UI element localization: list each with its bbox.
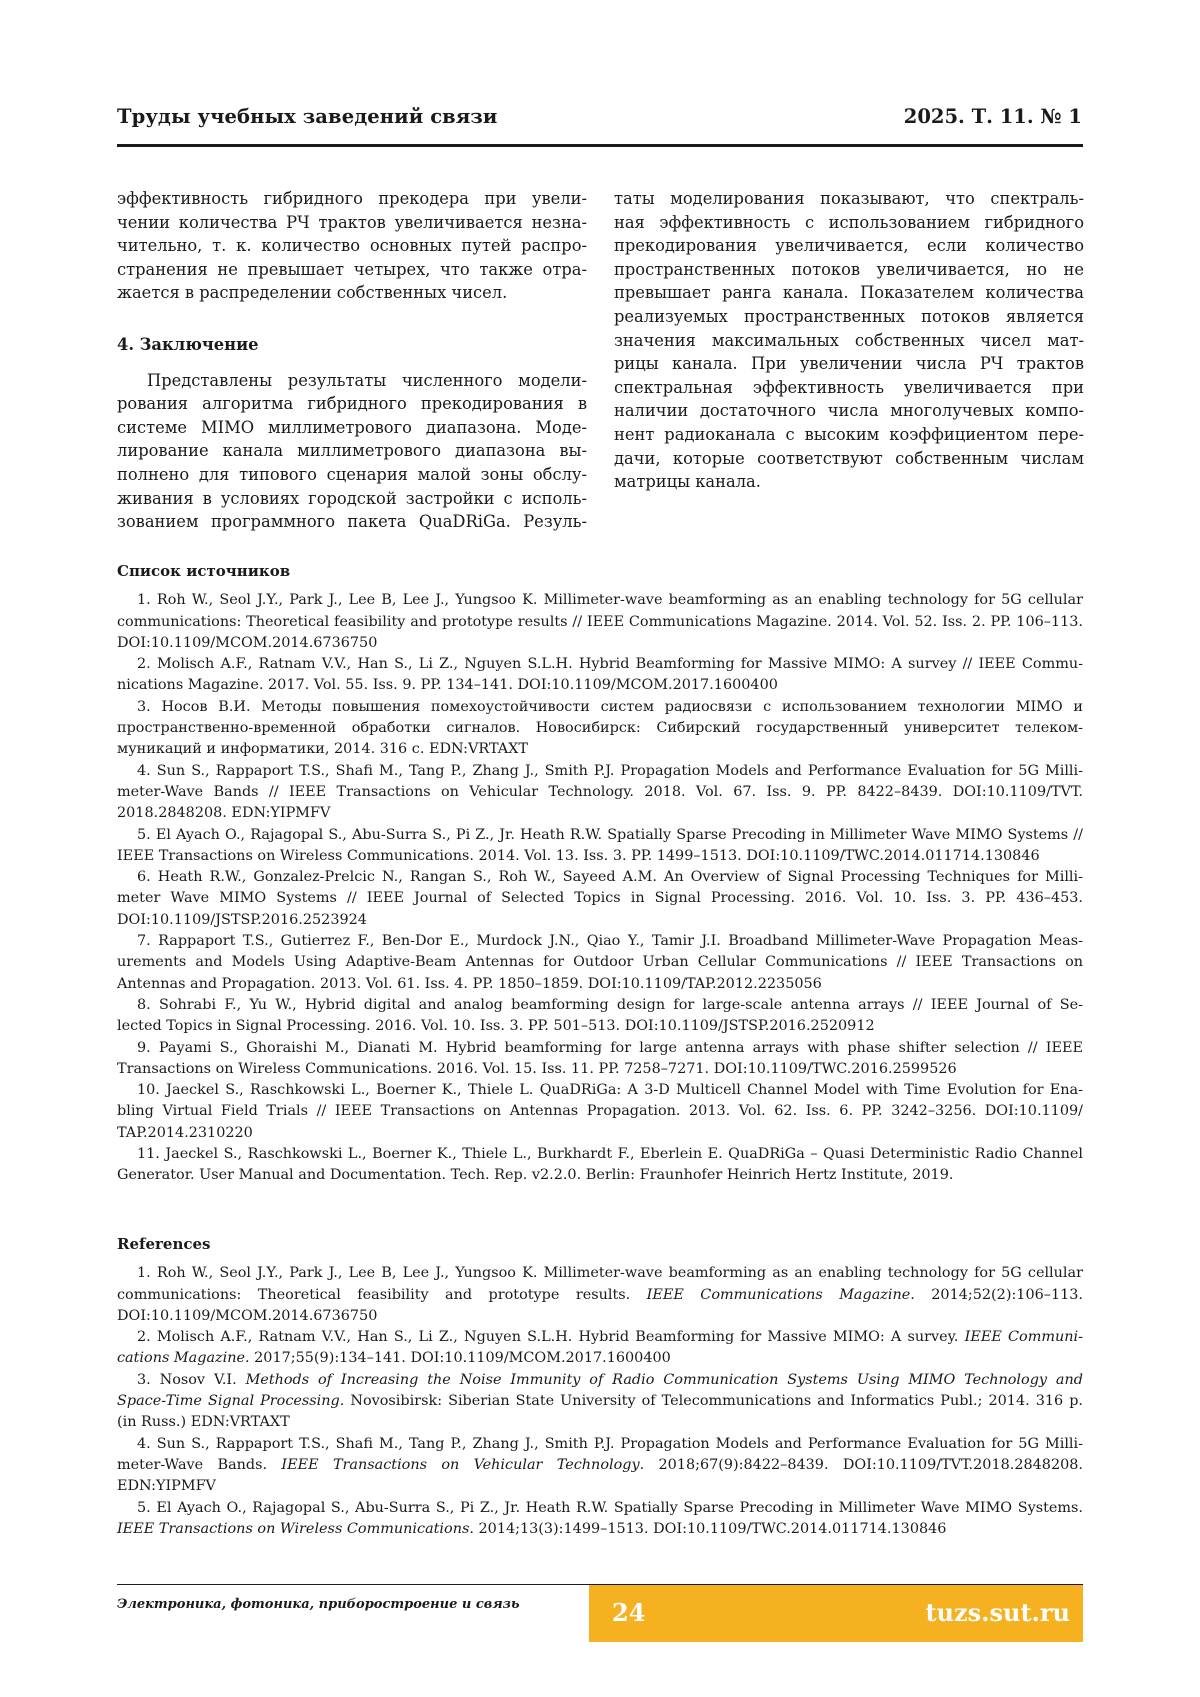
text-line: реализуемых пространственных потоков является <box>614 306 1084 326</box>
source-line: urements and Models Using Adaptive-Beam Antennas for Outdoor Urban Cellular Communications // IEEE Transactions on <box>117 954 1083 971</box>
text-line: превышает ранга канала. Показателем количества <box>614 283 1084 303</box>
reference-line <box>117 1519 1083 1540</box>
reference-entry <box>117 1498 1083 1541</box>
reference-italic-segment: IEEE Communi- <box>964 1329 1083 1346</box>
source-entry <box>117 867 1083 931</box>
reference-entry <box>117 1327 1083 1370</box>
references-heading: References <box>117 1235 211 1253</box>
reference-segment: . 2014;52(2):106–113. <box>910 1286 1083 1303</box>
reference-italic-segment: IEEE Transactions on Wireless Communications <box>117 1520 470 1537</box>
source-line: пространственно-временной обработки сигналов. Новосибирск: Сибирский государственный университет телеком- <box>117 720 1083 737</box>
text-line: эффективность гибридного прекодера при увели- <box>117 189 587 208</box>
source-line: 6. Heath R.W., Gonzalez-Prelcic N., Rangan S., Roh W., Sayeed A.M. An Overview of Signal Processing Techniques for Milli- <box>137 869 1083 886</box>
source-line: nications Magazine. 2017. Vol. 55. Iss. 9. PP. 134–141. DOI:10.1109/MCOM.2017.1600400 <box>117 677 778 694</box>
source-line: TAP.2014.2310220 <box>117 1124 253 1141</box>
source-entry <box>117 931 1083 995</box>
text-line: ная эффективность с использованием гибридного <box>614 212 1084 232</box>
reference-segment: DOI:10.1109/MCOM.2014.6736750 <box>117 1307 378 1324</box>
text-line: рования алгоритма гибридного прекодирования в <box>117 394 587 414</box>
reference-italic-segment: cations Magazine <box>117 1350 245 1367</box>
conclusion-paragraph <box>117 369 587 534</box>
source-entry <box>117 1038 1083 1081</box>
source-line: meter-Wave Bands // IEEE Transactions on Vehicular Technology. 2018. Vol. 67. Iss. 9. PP. 8422–8439. DOI:10.1109/TVT. <box>117 783 1083 800</box>
source-entry <box>117 1080 1083 1144</box>
reference-entry <box>117 1434 1083 1498</box>
source-entry <box>117 825 1083 868</box>
source-line: meter Wave MIMO Systems // IEEE Journal of Selected Topics in Signal Processing. 2016. Vol. 10. Iss. 3. PP. 436–453. <box>117 890 1083 907</box>
reference-line <box>117 1391 1083 1412</box>
reference-line <box>117 1412 1083 1433</box>
page-number: 24 <box>612 1598 646 1627</box>
reference-segment: Novosibirsk: Siberian State University of Telecommunications and Informatics Publ.; 2014. 316 p. <box>344 1393 1083 1410</box>
source-entry <box>117 995 1083 1038</box>
source-line: 9. Payami S., Ghoraishi M., Dianati M. Hybrid beamforming for large antenna arrays with phase shifter selection // IEEE <box>137 1039 1083 1056</box>
reference-entry <box>117 1370 1083 1434</box>
issue-info: 2025. Т. 11. № 1 <box>903 105 1082 128</box>
source-line: Transactions on Wireless Communications. 2016. Vol. 15. Iss. 11. PP. 7258–7271. DOI:10.1109/TWC.2016.2599526 <box>117 1060 957 1077</box>
source-line: Antennas and Propagation. 2013. Vol. 61. Iss. 4. PP. 1850–1859. DOI:10.1109/TAP.2012.2235056 <box>117 975 822 992</box>
source-line: 11. Jaeckel S., Raschkowski L., Boerner K., Thiele L., Burkhardt F., Eberlein E. QuaDRiGa – Quasi Deterministic Radio Channel <box>137 1146 1083 1163</box>
source-line: 5. El Ayach O., Rajagopal S., Abu-Surra S., Pi Z., Jr. Heath R.W. Spatially Sparse Precoding in Millimeter Wave MIMO Systems // <box>137 826 1083 843</box>
reference-segment: (in Russ.) EDN:VRTAXT <box>117 1414 290 1431</box>
reference-segment: 5. El Ayach O., Rajagopal S., Abu-Surra S., Pi Z., Jr. Heath R.W. Spatially Sparse Precoding in Millimeter Wave MIMO Systems. <box>137 1499 1083 1516</box>
text-line: странения не превышает четырех, что также отра- <box>117 259 587 279</box>
reference-line <box>117 1498 1083 1519</box>
references-section <box>117 1234 1083 1540</box>
source-entry <box>117 654 1083 697</box>
source-line: DOI:10.1109/MCOM.2014.6736750 <box>117 634 378 651</box>
text-line: таты моделирования показывают, что спектраль- <box>614 189 1084 208</box>
text-line: нент радиоканала с высоким коэффициентом пере- <box>614 424 1084 444</box>
source-line: DOI:10.1109/JSTSP.2016.2523924 <box>117 911 367 928</box>
source-line: 2. Molisch A.F., Ratnam V.V., Han S., Li Z., Nguyen S.L.H. Hybrid Beamforming for Massive MIMO: A survey // IEEE Commu- <box>137 656 1083 673</box>
reference-segment: meter-Wave Bands. <box>117 1456 282 1473</box>
reference-italic-segment: Space-Time Signal Processing. <box>117 1393 345 1410</box>
footer-website: tuzs.sut.ru <box>925 1598 1070 1627</box>
text-line: наличии достаточного числа многолучевых компо- <box>614 401 1084 421</box>
source-line: муникаций и информатики, 2014. 316 с. EDN:VRTAXT <box>117 741 528 758</box>
source-line: lected Topics in Signal Processing. 2016. Vol. 10. Iss. 3. PP. 501–513. DOI:10.1109/JSTSP.2016.2520912 <box>117 1018 875 1035</box>
left-column <box>117 187 587 534</box>
references-list <box>117 1263 1083 1540</box>
header-divider <box>117 144 1083 147</box>
reference-line <box>117 1434 1083 1455</box>
reference-segment: 3. Nosov V.I. <box>137 1371 246 1388</box>
source-line: 4. Sun S., Rappaport T.S., Shafi M., Tang P., Zhang J., Smith P.J. Propagation Models and Performance Evaluation for 5G Milli- <box>137 762 1083 779</box>
reference-segment: . 2018;67(9):8422–8439. DOI:10.1109/TVT.2018.2848208. <box>639 1456 1083 1473</box>
reference-segment: 2. Molisch A.F., Ratnam V.V., Han S., Li Z., Nguyen S.L.H. Hybrid Beamforming for Massive MIMO: A survey. <box>137 1329 965 1346</box>
source-entry <box>117 761 1083 825</box>
journal-title: Труды учебных заведений связи <box>117 105 498 128</box>
reference-line <box>117 1285 1083 1306</box>
source-line: communications: Theoretical feasibility and prototype results // IEEE Communications Magazine. 2014. Vol. 52. Iss. 2. PP. 106–113. <box>117 613 1083 630</box>
reference-segment: 4. Sun S., Rappaport T.S., Shafi M., Tang P., Zhang J., Smith P.J. Propagation Models and Performance Evaluation for 5G Milli- <box>137 1435 1083 1452</box>
source-entry <box>117 1144 1083 1187</box>
text-line: живания в условиях городской застройки с исполь- <box>117 488 587 508</box>
text-line: зованием программного пакета QuaDRiGa. Резуль- <box>117 512 587 532</box>
source-line: Generator. User Manual and Documentation. Tech. Rep. v2.2.0. Berlin: Fraunhofer Heinrich Hertz Institute, 2019. <box>117 1167 954 1184</box>
reference-segment: EDN:YIPMFV <box>117 1478 216 1495</box>
reference-line <box>117 1348 1083 1369</box>
reference-line <box>117 1306 1083 1327</box>
reference-italic-segment: IEEE Communications Magazine <box>646 1286 911 1303</box>
source-line: 8. Sohrabi F., Yu W., Hybrid digital and analog beamforming design for large-scale antenna arrays // IEEE Journal of Se- <box>137 996 1083 1013</box>
footer-section-name: Электроника, фотоника, приборостроение и связь <box>117 1597 520 1612</box>
sources-heading: Список источников <box>117 562 291 580</box>
reference-line <box>117 1370 1083 1391</box>
source-entry <box>117 697 1083 761</box>
reference-segment: . 2014;13(3):1499–1513. DOI:10.1109/TWC.2014.011714.130846 <box>469 1520 947 1537</box>
source-line: IEEE Transactions on Wireless Communications. 2014. Vol. 13. Iss. 3. PP. 1499–1513. DOI:10.1109/TWC.2014.011714.130846 <box>117 847 1040 864</box>
source-line: 2018.2848208. EDN:YIPMFV <box>117 805 331 822</box>
reference-italic-segment: IEEE Transactions on Vehicular Technology <box>281 1456 640 1473</box>
text-line: рицы канала. При увеличении числа РЧ трактов <box>614 354 1084 374</box>
reference-line <box>117 1476 1083 1497</box>
source-line: 7. Rappaport T.S., Gutierrez F., Ben-Dor E., Murdock J.N., Qiao Y., Tamir J.I. Broadband Millimeter-Wave Propagation Meas- <box>137 933 1083 950</box>
text-line: дачи, которые соответствуют собственным числам <box>614 448 1084 468</box>
reference-segment: 1. Roh W., Seol J.Y., Park J., Lee B, Lee J., Yungsoo K. Millimeter-wave beamforming as an enabling technology for 5G cellular <box>137 1265 1083 1282</box>
right-column <box>614 187 1084 494</box>
reference-line <box>117 1327 1083 1348</box>
reference-segment: communications: Theoretical feasibility and prototype results. <box>117 1286 647 1303</box>
text-line: лирование канала миллиметрового диапазона вы- <box>117 441 587 461</box>
reference-entry <box>117 1263 1083 1327</box>
text-line: пространственных потоков увеличивается, но не <box>614 259 1084 279</box>
sources-list <box>117 590 1083 1186</box>
text-line: чительно, т. к. количество основных путей распро- <box>117 236 587 256</box>
reference-segment: . 2017;55(9):134–141. DOI:10.1109/MCOM.2017.1600400 <box>245 1350 671 1367</box>
source-line: 10. Jaeckel S., Raschkowski L., Boerner K., Thiele L. QuaDRiGa: A 3-D Multicell Channel Model with Time Evolution for Ena- <box>137 1082 1083 1099</box>
source-line: 1. Roh W., Seol J.Y., Park J., Lee B, Lee J., Yungsoo K. Millimeter-wave beamforming as an enabling technology for 5G cellular <box>137 592 1083 609</box>
text-line: полнено для типового сценария малой зоны обслу- <box>117 464 587 484</box>
reference-line <box>117 1263 1083 1284</box>
reference-line <box>117 1455 1083 1476</box>
text-line: прекодирования увеличивается, если количество <box>614 236 1084 256</box>
source-line: 3. Носов В.И. Методы повышения помехоустойчивости систем радиосвязи с использованием технологии MIMO и <box>137 698 1083 715</box>
reference-italic-segment: Methods of Increasing the Noise Immunity of Radio Communication Systems Using MIMO Technology and <box>245 1371 1083 1388</box>
text-line: жается в распределении собственных чисел. <box>117 283 508 303</box>
sources-section <box>117 561 1083 1187</box>
text-line: системе MIMO миллиметрового диапазона. Моде- <box>117 417 587 437</box>
text-line: значения максимальных собственных чисел мат- <box>614 330 1084 350</box>
paragraph-continuation <box>117 187 587 305</box>
section-heading: 4. Заключение <box>117 334 259 354</box>
text-line: Представлены результаты численного модели- <box>147 370 587 390</box>
text-line: спектральная эффективность увеличивается при <box>614 377 1084 397</box>
source-entry <box>117 590 1083 654</box>
text-line: матрицы канала. <box>614 472 761 492</box>
source-line: bling Virtual Field Trials // IEEE Transactions on Antennas Propagation. 2013. Vol. 62. Iss. 6. PP. 3242–3256. DOI:10.1109/ <box>117 1103 1083 1120</box>
text-line: чении количества РЧ трактов увеличивается незна- <box>117 212 587 232</box>
